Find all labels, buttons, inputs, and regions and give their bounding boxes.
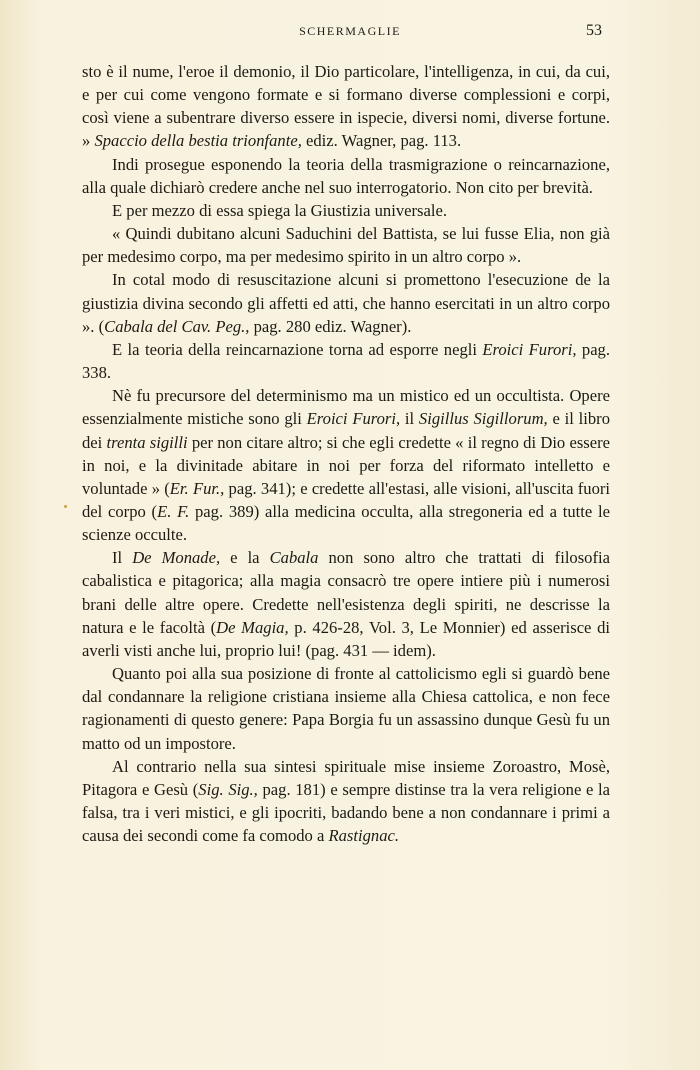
italic-citation: Eroici Furori, [306,409,401,429]
text-run: Quanto poi alla sua posizione di fronte al cattolicismo egli si guardò bene dal condannare la religione cristiana insieme alla Chiesa cattolica, e non fece ragionamenti di questo genere: Papa Borgia fu un assassino dunque Gesù fu un matto od un impostore. [82,664,610,753]
text-run: « Quindi dubitano alcuni Saduchini del Battista, se lui fusse Elia, non già per medesimo corpo, ma per medesimo spirito in un altro corpo ». [82,224,610,267]
italic-citation: Eroici Furori, [482,339,577,359]
paragraph [82,199,610,222]
text-run: non sono altro che trattati di filosofia cabalistica e pitagorica; alla magia consacrò tre opere intiere più i numerosi brani delle altre opere. Credette nell'esistenza degli spiriti, ne descrisse la natura e le facoltà ( [82,548,610,637]
text-run: Al contrario nella sua sintesi spirituale mise insieme Zoroastro, Mosè, Pitagora e Gesù ( [82,756,610,799]
text-run: Il [112,548,133,568]
italic-citation: Spaccio della bestia trionfante, [94,131,302,151]
italic-citation: Sigillus Sigillorum, [418,409,548,429]
italic-citation: Cabala del Cav. Peg., [104,316,250,336]
text-run: pag. 389) alla medicina occulta, alla stregoneria ed a tutte le scienze occulte. [82,501,610,545]
paragraph [82,338,610,384]
text-run: pag. 181) e sempre distinse tra la vera religione e la falsa, tra i veri mistici, e gli ipocriti, badando bene a non condannare i primi a causa dei secondi come fa comodo a [82,779,610,846]
text-run: pag. 280 ediz. Wagner). [249,316,412,336]
text-run: pag. 341); e credette all'estasi, alle visioni, all'uscita fuori del corpo ( [82,478,611,521]
paragraph [82,755,610,848]
margin-mark [64,505,67,508]
running-title: SCHERMAGLIE [299,24,401,38]
text-run: ediz. Wagner, pag. 113. [301,131,462,151]
text-run: E la teoria della reincarnazione torna ad esporre negli [112,339,483,359]
text-run: per non citare altro; si che egli credette « il regno di Dio essere in noi, e la divinitade abitare in noi per forza del riformato intelletto e voluntade » ( [82,432,610,498]
italic-citation: Sig. Sig., [198,779,258,799]
paragraph [82,384,610,546]
text-run: e il libro dei [82,409,610,452]
paragraph [82,60,610,153]
page-number: 53 [586,22,602,39]
text-run: E per mezzo di essa spiega la Giustizia universale. [112,200,447,220]
paragraph [82,546,610,662]
text-run: In cotal modo di resuscitazione alcuni si promettono l'esecuzione de la giustizia divina secondo gli affetti ed atti, che hanno esercitati in un altro corpo ». ( [82,270,610,336]
italic-citation: E. F. [157,501,190,521]
paragraph [82,153,610,199]
running-head [0,22,700,44]
italic-citation: De Monade, [132,548,221,568]
italic-citation: Er. Fur., [169,478,225,498]
text-run: p. 426-28, Vol. 3, Le Monnier) ed asserisce di averli visti anche lui, proprio lui! (pag. 431 — idem). [82,617,610,660]
paragraph [82,268,610,337]
italic-citation: trenta sigilli [106,432,188,452]
text-run: pag. 338. [82,339,611,383]
italic-citation: Cabala [269,548,319,568]
italic-citation: Rastignac. [328,826,400,846]
text-run: e la [220,548,270,568]
text-run: Nè fu precursore del determinismo ma un mistico ed un occultista. Opere essenzialmente mistiche sono gli [82,386,610,429]
text-run: sto è il nume, l'eroe il demonio, il Dio particolare, l'intelligenza, in cui, da cui, e per cui come vengono formate e si formano diverse complessioni e corpi, così viene a subentrare diverso essere in ispecie, diversi nomi, diverse fortune. » [82,62,610,151]
italic-citation: De Magia, [216,617,289,637]
paragraph [82,222,610,268]
text-run: Indi prosegue esponendo la teoria della trasmigrazione o reincarnazione, alla quale dichiarò credere anche nel suo interrogatorio. Non cito per brevità. [82,154,610,197]
body-text [82,60,610,847]
paragraph [82,662,610,755]
text-run: il [400,409,419,429]
